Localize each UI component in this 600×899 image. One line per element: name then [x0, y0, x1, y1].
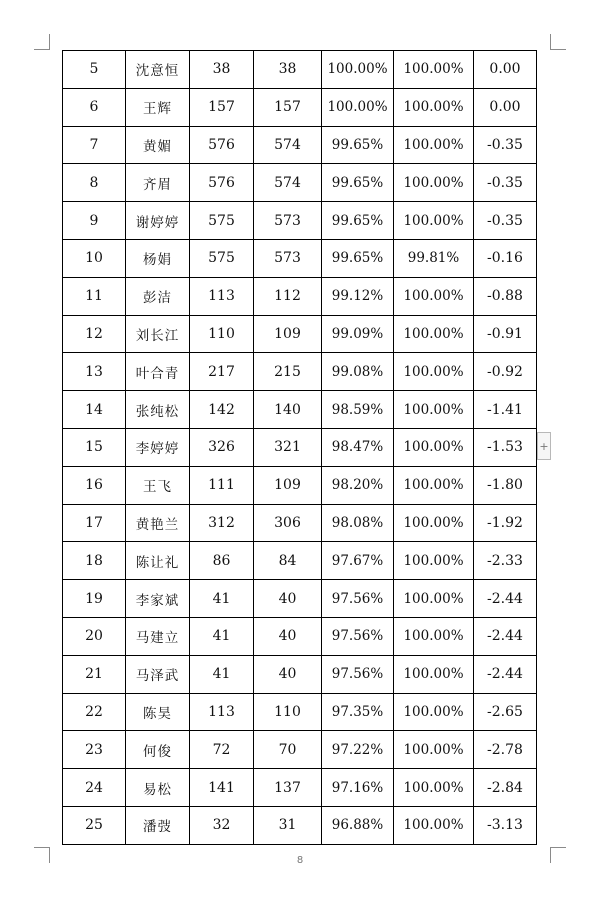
reference-rate-cell: 100.00% [394, 731, 474, 769]
difference-cell: -2.44 [474, 580, 537, 618]
rank-cell: 10 [63, 239, 126, 277]
name-cell: 刘长江 [126, 315, 190, 353]
difference-cell: -2.33 [474, 542, 537, 580]
table-body [63, 51, 537, 845]
reference-rate-cell: 100.00% [394, 391, 474, 429]
table-row [63, 315, 537, 353]
passed-cell: 40 [254, 580, 322, 618]
total-cell: 113 [190, 693, 254, 731]
add-row-button[interactable]: + [537, 432, 551, 460]
reference-rate-cell: 100.00% [394, 353, 474, 391]
reference-rate-cell: 100.00% [394, 164, 474, 202]
total-cell: 72 [190, 731, 254, 769]
table-row [63, 466, 537, 504]
reference-rate-cell: 100.00% [394, 806, 474, 844]
passed-cell: 306 [254, 504, 322, 542]
reference-rate-cell: 100.00% [394, 277, 474, 315]
crop-mark-top-left [34, 34, 50, 50]
reference-rate-cell: 100.00% [394, 202, 474, 240]
passed-cell: 112 [254, 277, 322, 315]
rate-cell: 98.20% [322, 466, 394, 504]
score-table [62, 50, 537, 845]
table-row [63, 693, 537, 731]
difference-cell: 0.00 [474, 88, 537, 126]
name-cell: 李家斌 [126, 580, 190, 618]
difference-cell: -2.44 [474, 617, 537, 655]
reference-rate-cell: 100.00% [394, 88, 474, 126]
difference-cell: -0.16 [474, 239, 537, 277]
rank-cell: 12 [63, 315, 126, 353]
passed-cell: 40 [254, 617, 322, 655]
passed-cell: 140 [254, 391, 322, 429]
table-row [63, 731, 537, 769]
table-row [63, 353, 537, 391]
total-cell: 157 [190, 88, 254, 126]
difference-cell: -2.44 [474, 655, 537, 693]
passed-cell: 31 [254, 806, 322, 844]
total-cell: 576 [190, 164, 254, 202]
rate-cell: 97.56% [322, 617, 394, 655]
passed-cell: 574 [254, 126, 322, 164]
table-row [63, 769, 537, 807]
reference-rate-cell: 100.00% [394, 542, 474, 580]
reference-rate-cell: 100.00% [394, 428, 474, 466]
rank-cell: 21 [63, 655, 126, 693]
name-cell: 王辉 [126, 88, 190, 126]
difference-cell: -0.91 [474, 315, 537, 353]
name-cell: 陈昊 [126, 693, 190, 731]
rate-cell: 99.65% [322, 126, 394, 164]
page-number: 8 [296, 855, 304, 866]
name-cell: 何俊 [126, 731, 190, 769]
rank-cell: 20 [63, 617, 126, 655]
total-cell: 575 [190, 202, 254, 240]
name-cell: 易松 [126, 769, 190, 807]
total-cell: 41 [190, 617, 254, 655]
name-cell: 谢婷婷 [126, 202, 190, 240]
rank-cell: 13 [63, 353, 126, 391]
difference-cell: -1.41 [474, 391, 537, 429]
reference-rate-cell: 100.00% [394, 504, 474, 542]
passed-cell: 110 [254, 693, 322, 731]
passed-cell: 573 [254, 239, 322, 277]
total-cell: 113 [190, 277, 254, 315]
total-cell: 141 [190, 769, 254, 807]
name-cell: 马泽武 [126, 655, 190, 693]
reference-rate-cell: 100.00% [394, 580, 474, 618]
rank-cell: 22 [63, 693, 126, 731]
rate-cell: 97.56% [322, 655, 394, 693]
table-row [63, 391, 537, 429]
rank-cell: 11 [63, 277, 126, 315]
rate-cell: 99.65% [322, 239, 394, 277]
rank-cell: 19 [63, 580, 126, 618]
reference-rate-cell: 100.00% [394, 617, 474, 655]
name-cell: 张纯松 [126, 391, 190, 429]
passed-cell: 84 [254, 542, 322, 580]
difference-cell: -2.84 [474, 769, 537, 807]
difference-cell: -0.35 [474, 202, 537, 240]
reference-rate-cell: 100.00% [394, 693, 474, 731]
rank-cell: 7 [63, 126, 126, 164]
difference-cell: -0.35 [474, 164, 537, 202]
rate-cell: 98.08% [322, 504, 394, 542]
total-cell: 32 [190, 806, 254, 844]
total-cell: 217 [190, 353, 254, 391]
difference-cell: -2.78 [474, 731, 537, 769]
rate-cell: 99.09% [322, 315, 394, 353]
table-row [63, 239, 537, 277]
table-row [63, 504, 537, 542]
table-row [63, 51, 537, 89]
rate-cell: 97.22% [322, 731, 394, 769]
rank-cell: 6 [63, 88, 126, 126]
total-cell: 575 [190, 239, 254, 277]
rate-cell: 99.12% [322, 277, 394, 315]
rank-cell: 24 [63, 769, 126, 807]
rank-cell: 16 [63, 466, 126, 504]
total-cell: 312 [190, 504, 254, 542]
name-cell: 杨娟 [126, 239, 190, 277]
name-cell: 陈让礼 [126, 542, 190, 580]
total-cell: 142 [190, 391, 254, 429]
reference-rate-cell: 100.00% [394, 51, 474, 89]
difference-cell: -1.80 [474, 466, 537, 504]
rate-cell: 99.65% [322, 202, 394, 240]
table-row [63, 542, 537, 580]
difference-cell: -2.65 [474, 693, 537, 731]
passed-cell: 321 [254, 428, 322, 466]
difference-cell: -3.13 [474, 806, 537, 844]
difference-cell: -0.88 [474, 277, 537, 315]
total-cell: 38 [190, 51, 254, 89]
total-cell: 111 [190, 466, 254, 504]
rank-cell: 15 [63, 428, 126, 466]
table-row [63, 428, 537, 466]
rank-cell: 5 [63, 51, 126, 89]
difference-cell: 0.00 [474, 51, 537, 89]
total-cell: 326 [190, 428, 254, 466]
rate-cell: 99.65% [322, 164, 394, 202]
difference-cell: -1.92 [474, 504, 537, 542]
total-cell: 576 [190, 126, 254, 164]
total-cell: 41 [190, 580, 254, 618]
name-cell: 彭洁 [126, 277, 190, 315]
rate-cell: 98.47% [322, 428, 394, 466]
passed-cell: 109 [254, 466, 322, 504]
passed-cell: 573 [254, 202, 322, 240]
total-cell: 41 [190, 655, 254, 693]
rank-cell: 23 [63, 731, 126, 769]
difference-cell: -1.53 [474, 428, 537, 466]
name-cell: 黄媚 [126, 126, 190, 164]
rate-cell: 98.59% [322, 391, 394, 429]
rate-cell: 96.88% [322, 806, 394, 844]
rate-cell: 99.08% [322, 353, 394, 391]
rank-cell: 18 [63, 542, 126, 580]
table-row [63, 617, 537, 655]
difference-cell: -0.92 [474, 353, 537, 391]
difference-cell: -0.35 [474, 126, 537, 164]
rate-cell: 100.00% [322, 88, 394, 126]
reference-rate-cell: 100.00% [394, 126, 474, 164]
reference-rate-cell: 100.00% [394, 655, 474, 693]
table-row [63, 277, 537, 315]
name-cell: 叶合青 [126, 353, 190, 391]
total-cell: 86 [190, 542, 254, 580]
name-cell: 黄艳兰 [126, 504, 190, 542]
passed-cell: 574 [254, 164, 322, 202]
rank-cell: 9 [63, 202, 126, 240]
table-row [63, 164, 537, 202]
passed-cell: 137 [254, 769, 322, 807]
name-cell: 李婷婷 [126, 428, 190, 466]
table-row [63, 580, 537, 618]
rate-cell: 100.00% [322, 51, 394, 89]
rate-cell: 97.35% [322, 693, 394, 731]
reference-rate-cell: 100.00% [394, 315, 474, 353]
rank-cell: 8 [63, 164, 126, 202]
rate-cell: 97.67% [322, 542, 394, 580]
passed-cell: 38 [254, 51, 322, 89]
name-cell: 沈意恒 [126, 51, 190, 89]
name-cell: 潘弢 [126, 806, 190, 844]
passed-cell: 215 [254, 353, 322, 391]
reference-rate-cell: 100.00% [394, 466, 474, 504]
name-cell: 王飞 [126, 466, 190, 504]
passed-cell: 109 [254, 315, 322, 353]
name-cell: 马建立 [126, 617, 190, 655]
passed-cell: 70 [254, 731, 322, 769]
reference-rate-cell: 99.81% [394, 239, 474, 277]
table-row [63, 655, 537, 693]
name-cell: 齐眉 [126, 164, 190, 202]
passed-cell: 157 [254, 88, 322, 126]
table-row [63, 806, 537, 844]
rate-cell: 97.16% [322, 769, 394, 807]
passed-cell: 40 [254, 655, 322, 693]
table-row [63, 88, 537, 126]
table-row [63, 126, 537, 164]
reference-rate-cell: 100.00% [394, 769, 474, 807]
rank-cell: 25 [63, 806, 126, 844]
crop-mark-top-right [550, 34, 566, 50]
rank-cell: 17 [63, 504, 126, 542]
table-row [63, 202, 537, 240]
rate-cell: 97.56% [322, 580, 394, 618]
total-cell: 110 [190, 315, 254, 353]
rank-cell: 14 [63, 391, 126, 429]
